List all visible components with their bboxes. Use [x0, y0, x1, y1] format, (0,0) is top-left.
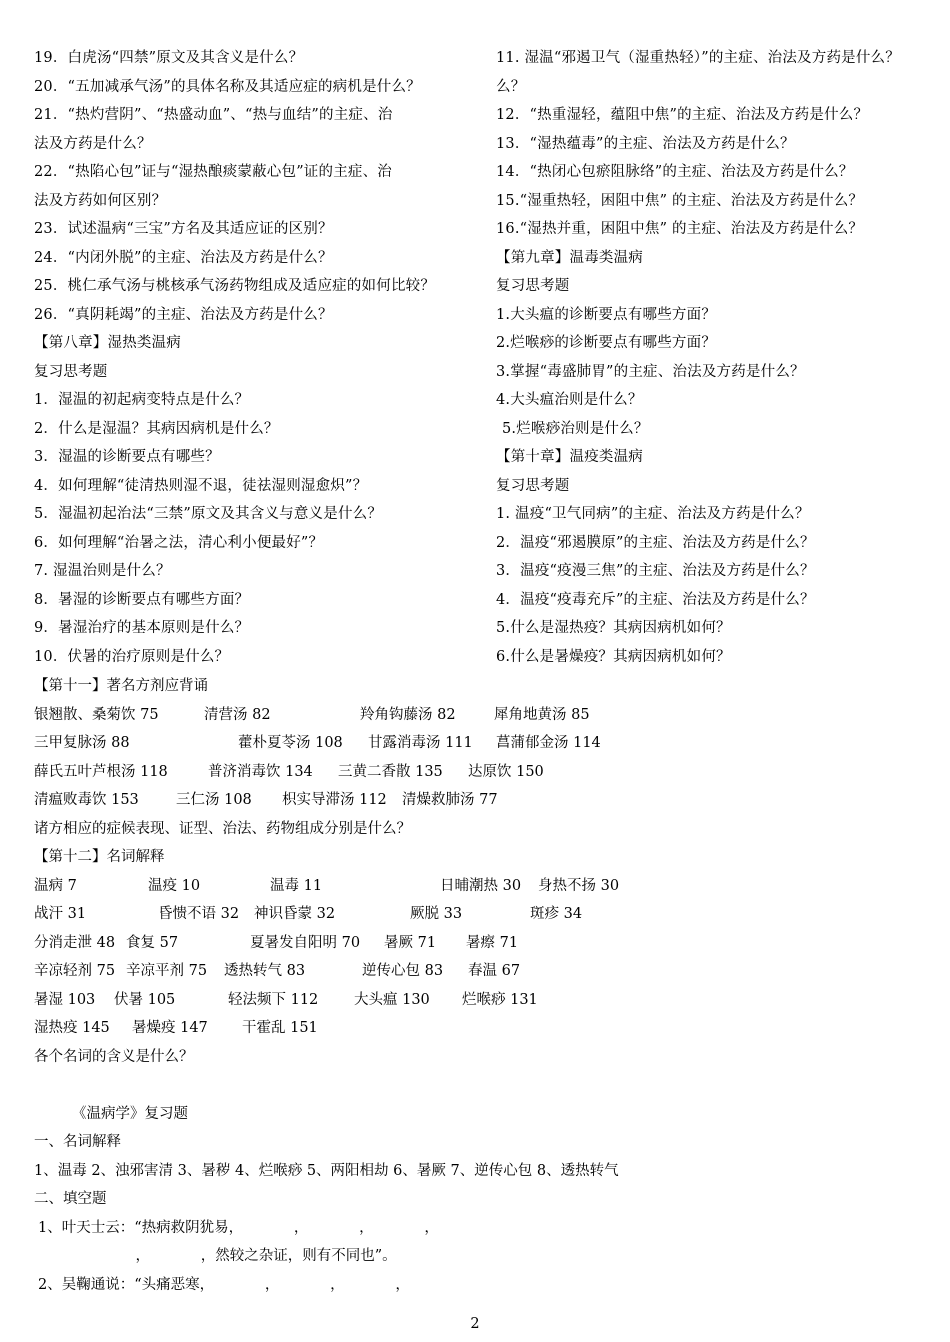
question-line: 2.烂喉痧的诊断要点有哪些方面？ [496, 335, 717, 351]
question-line: 么？ [496, 78, 526, 95]
term-item: 斑疹 34 [530, 906, 583, 922]
chapter-heading: 【第十一】著名方剂应背诵 [34, 678, 208, 694]
term-item: 辛凉平剂 75 [126, 963, 208, 979]
page-number: 2 [470, 1316, 480, 1332]
formula-item: 清燥救肺汤 77 [402, 792, 498, 808]
question-line: 5．湿温初起治法“三禁”原文及其含义与意义是什么？ [34, 506, 383, 522]
question-line: 24．“内闭外脱”的主症、治法及方药是什么？ [34, 249, 333, 266]
formula-item: 普济消毒饮 134 [208, 763, 313, 780]
formula-item: 银翘散、桑菊饮 75 [34, 706, 159, 723]
formula-item: 犀角地黄汤 85 [494, 706, 590, 723]
question-line: 8．暑湿的诊断要点有哪些方面？ [34, 591, 250, 608]
question-line: 15.“湿重热轻，困阻中焦” 的主症、治法及方药是什么？ [496, 192, 864, 209]
question-line: 12．“热重湿轻，蕴阻中焦”的主症、治法及方药是什么？ [496, 107, 869, 123]
section-heading: 一、名词解释 [34, 1134, 121, 1150]
formula-item: 甘露消毒汤 111 [368, 735, 473, 751]
chapter-heading: 【第九章】温毒类温病 [496, 249, 643, 266]
question-line: 2．什么是湿温？其病因病机是什么？ [34, 420, 279, 437]
formula-row [34, 786, 924, 815]
term-item: 辛凉轻剂 75 [34, 963, 116, 979]
question-line: 诸方相应的症候表现、证型、治法、药物组成分别是什么？ [34, 820, 411, 837]
full-width-section [34, 672, 924, 1299]
formula-item: 薛氏五叶芦根汤 118 [34, 763, 168, 780]
left-column [34, 44, 480, 671]
chapter-heading: 【第十二】名词解释 [34, 849, 165, 865]
question-line: 6.什么是暑燥疫？其病因病机如何？ [496, 648, 731, 665]
question-line: 11. 湿温“邪遏卫气（湿重热轻）”的主症、治法及方药是什么？ [496, 50, 900, 66]
formula-item: 清营汤 82 [204, 706, 271, 723]
question-line: 6．如何理解“治暑之法，清心利小便最好”？ [34, 534, 324, 551]
question-line: 22．“热陷心包”证与“湿热酿痰蒙蔽心包”证的主症、治 [34, 164, 393, 180]
question-line: 5.什么是湿热疫？其病因病机如何？ [496, 620, 731, 636]
term-item: 身热不扬 30 [538, 877, 620, 894]
fill-blank-question: ， ，然较之杂证，则有不同也”。 [92, 1248, 397, 1264]
question-line: 法及方药如何区别？ [34, 192, 167, 209]
question-line: 9．暑湿治疗的基本原则是什么？ [34, 620, 250, 636]
term-item: 暑瘵 71 [466, 934, 519, 951]
formula-item: 三甲复脉汤 88 [34, 735, 130, 751]
question-line: 23．试述温病“三宝”方名及其适应证的区别？ [34, 221, 333, 237]
question-line: 10．伏暑的治疗原则是什么？ [34, 648, 230, 665]
term-item: 暑厥 71 [384, 934, 437, 951]
question-line: 法及方药是什么？ [34, 135, 152, 152]
term-item: 温病 7 [34, 877, 77, 894]
question-line: 3.掌握“毒盛肺胃”的主症、治法及方药是什么？ [496, 363, 805, 380]
term-item: 干霍乱 151 [242, 1020, 318, 1036]
question-line: 16.“湿热并重，困阻中焦” 的主症、治法及方药是什么？ [496, 221, 864, 237]
term-item: 战汗 31 [34, 906, 87, 922]
term-item: 食复 57 [126, 934, 179, 951]
formula-item: 三黄二香散 135 [338, 763, 443, 780]
question-line: 4．如何理解“徒清热则湿不退，徒祛湿则湿愈炽”？ [34, 477, 368, 494]
question-line: 3．温疫“疫漫三焦”的主症、治法及方药是什么？ [496, 563, 815, 579]
chapter-heading: 【第十章】温疫类温病 [496, 449, 643, 465]
term-item: 逆传心包 83 [362, 963, 444, 979]
term-item: 日晡潮热 30 [440, 877, 522, 894]
term-row [34, 900, 924, 929]
fill-blank-question: 1、叶天士云：“热病救阴犹易， ， ， ， [38, 1219, 439, 1236]
question-line: 19．白虎汤“四禁”原文及其含义是什么？ [34, 50, 304, 66]
term-item: 大头瘟 130 [354, 991, 430, 1008]
term-item: 轻法频下 112 [228, 991, 319, 1008]
formula-row [34, 701, 924, 730]
review-title: 《温病学》复习题 [72, 1105, 188, 1122]
question-line: 20．“五加减承气汤”的具体名称及其适应症的病机是什么？ [34, 78, 421, 95]
formula-item: 羚角钩藤汤 82 [360, 706, 456, 723]
term-item: 神识昏蒙 32 [254, 906, 336, 922]
term-row [34, 872, 924, 901]
term-item: 烂喉痧 131 [462, 991, 538, 1008]
term-item: 昏愦不语 32 [158, 906, 240, 922]
term-row [34, 957, 924, 986]
chapter-heading: 【第八章】湿热类温病 [34, 335, 181, 351]
term-item: 分消走泄 48 [34, 934, 116, 951]
term-item: 温疫 10 [148, 877, 201, 894]
term-row [34, 986, 924, 1015]
question-line: 5.烂喉痧治则是什么？ [502, 420, 649, 437]
right-column [496, 44, 926, 671]
term-item: 暑湿 103 [34, 991, 96, 1008]
term-list: 1、温毒 2、浊邪害清 3、暑秽 4、烂喉痧 5、两阳相劫 6、暑厥 7、逆传心包 8、透热转气 [34, 1162, 619, 1179]
formula-item: 达原饮 150 [468, 763, 544, 780]
question-line: 7. 湿温治则是什么？ [34, 563, 171, 579]
term-item: 伏暑 105 [114, 991, 176, 1008]
formula-item: 藿朴夏苓汤 108 [238, 735, 343, 751]
question-line: 21．“热灼营阴”、“热盛动血”、“热与血结”的主症、治 [34, 107, 393, 123]
section-heading: 二、填空题 [34, 1191, 107, 1207]
question-line: 1. 温疫“卫气同病”的主症、治法及方药是什么？ [496, 506, 810, 522]
question-line: 2．温疫“邪遏膜原”的主症、治法及方药是什么？ [496, 534, 815, 551]
formula-row [34, 758, 924, 787]
formula-item: 枳实导滞汤 112 [282, 792, 387, 808]
question-line: 14．“热闭心包瘀阻脉络”的主症、治法及方药是什么？ [496, 164, 854, 180]
formula-row [34, 729, 924, 758]
term-item: 透热转气 83 [224, 963, 306, 979]
question-line: 13．“湿热蕴毒”的主症、治法及方药是什么？ [496, 135, 795, 152]
question-line: 26．“真阴耗竭”的主症、治法及方药是什么？ [34, 306, 333, 323]
term-item: 夏暑发自阳明 70 [250, 934, 361, 951]
question-line: 1.大头瘟的诊断要点有哪些方面？ [496, 306, 717, 323]
term-item: 湿热疫 145 [34, 1020, 110, 1036]
fill-blank-question: 2、吴鞠通说：“头痛恶寒， ， ， ， [38, 1276, 410, 1293]
term-item: 春温 67 [468, 963, 521, 979]
question-line: 3．湿温的诊断要点有哪些？ [34, 449, 220, 465]
section-heading: 复习思考题 [496, 477, 570, 494]
formula-item: 菖蒲郁金汤 114 [496, 735, 601, 751]
term-row [34, 929, 924, 958]
term-row [34, 1014, 924, 1043]
formula-item: 三仁汤 108 [176, 792, 252, 808]
term-item: 温毒 11 [270, 877, 323, 894]
question-line: 各个名词的含义是什么？ [34, 1048, 194, 1065]
question-line: 1．湿温的初起病变特点是什么？ [34, 392, 250, 408]
term-item: 暑燥疫 147 [132, 1020, 208, 1036]
question-line: 4.大头瘟治则是什么？ [496, 392, 643, 408]
term-item: 厥脱 33 [410, 906, 463, 922]
section-heading: 复习思考题 [496, 278, 570, 294]
question-line: 4．温疫“疫毒充斥”的主症、治法及方药是什么？ [496, 591, 815, 608]
formula-item: 清瘟败毒饮 153 [34, 792, 139, 808]
question-line: 25．桃仁承气汤与桃核承气汤药物组成及适应症的如何比较？ [34, 278, 436, 294]
section-heading: 复习思考题 [34, 363, 108, 380]
